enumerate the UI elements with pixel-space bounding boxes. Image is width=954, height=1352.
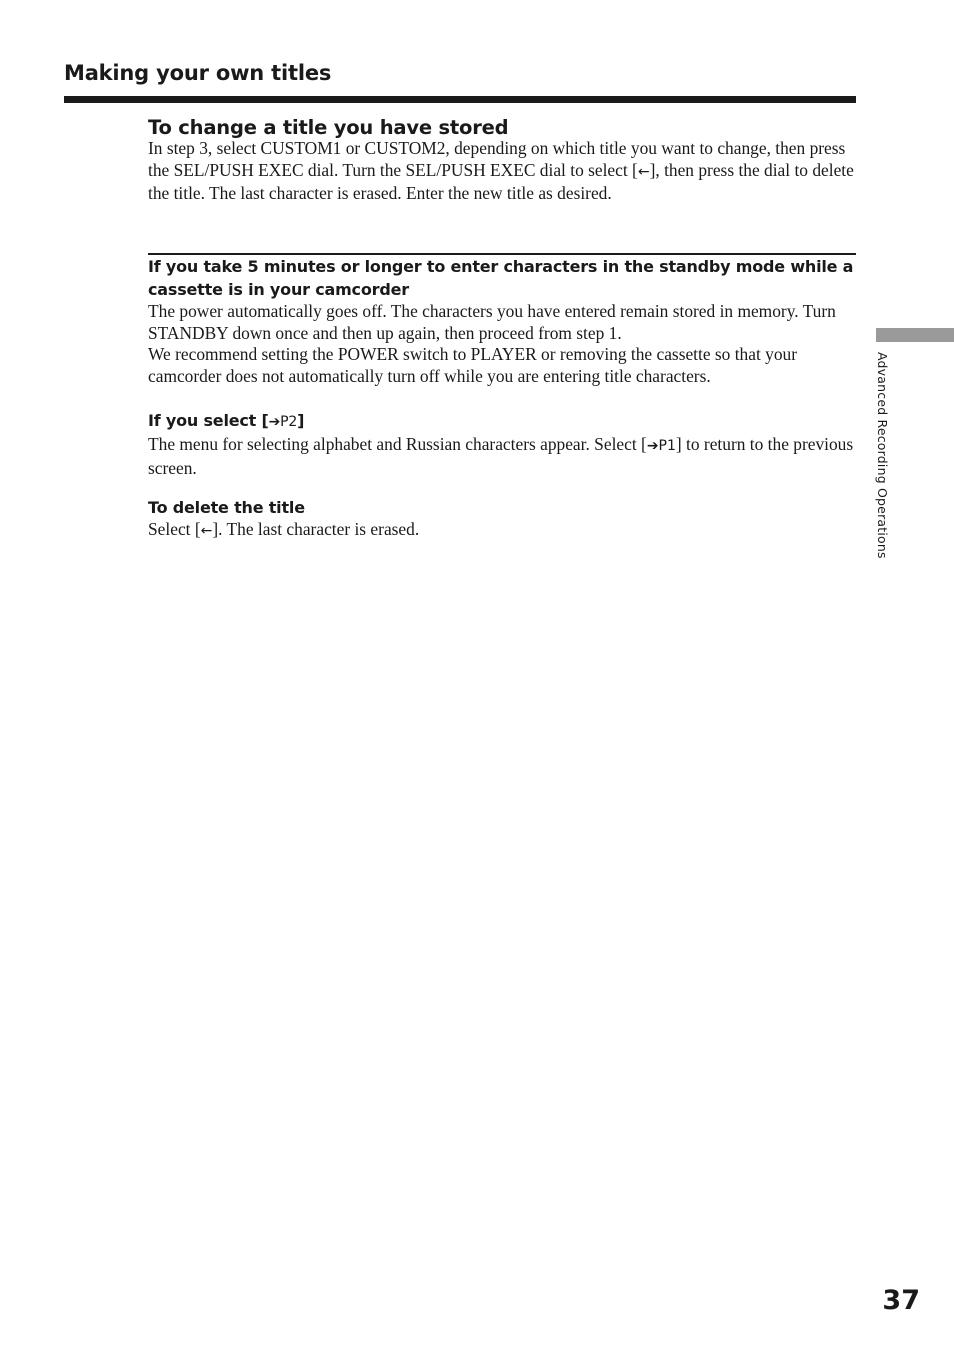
page-number: 37 xyxy=(882,1285,920,1316)
side-tab-marker xyxy=(876,328,954,342)
standby-note-heading: If you take 5 minutes or longer to enter characters in the standby mode while a cassette is in your camcorder xyxy=(148,257,854,299)
delete-title-paragraph xyxy=(148,519,856,543)
standby-note-section xyxy=(148,255,856,388)
delete-title-section xyxy=(148,496,856,543)
select-p2-text-2: ] to return to the previous screen. xyxy=(148,434,854,478)
back-arrow-icon: ← xyxy=(200,523,213,539)
select-p2-heading-post: ] xyxy=(297,411,305,430)
standby-note-paragraph: The power automatically goes off. The characters you have entered remain stored in memory. Turn STANDBY down once and then up again, then proceed from step 1. xyxy=(148,301,836,343)
change-stored-paragraph xyxy=(148,138,856,205)
select-p2-section xyxy=(148,409,856,479)
select-p2-heading xyxy=(148,409,856,434)
section-title-rule xyxy=(64,96,856,103)
change-stored-text-2: ], then press the dial to delete the title. The last character is erased. Enter the new title as desired. xyxy=(148,159,854,204)
select-p2-heading-pre: If you select [ xyxy=(148,411,269,430)
delete-title-text-1: Select [ xyxy=(148,519,201,539)
back-arrow-icon: ← xyxy=(637,163,650,180)
arrow-p2-icon: ➔P2 xyxy=(268,414,298,430)
delete-title-text-2: ]. The last character is erased. xyxy=(212,519,420,539)
change-stored-text-1: In step 3, select CUSTOM1 or CUSTOM2, depending on which title you want to change, then press the SEL/PUSH EXEC dial. Turn the SEL/PUSH EXEC dial to select [ xyxy=(148,138,846,180)
select-p2-text-1: The menu for selecting alphabet and Russian characters appear. Select [ xyxy=(148,434,647,454)
standby-note-recommendation: We recommend setting the POWER switch to PLAYER or removing the cassette so that your camcorder does not automatically turn off while you are entering title characters. xyxy=(148,344,798,387)
change-stored-heading: To change a title you have stored xyxy=(148,116,509,139)
select-p2-paragraph xyxy=(148,434,856,479)
delete-title-heading: To delete the title xyxy=(148,498,305,517)
arrow-p1-icon: ➔P1 xyxy=(646,438,676,454)
change-stored-section xyxy=(148,116,856,205)
section-title: Making your own titles xyxy=(64,61,332,85)
side-tab-label: Advanced Recording Operations xyxy=(875,352,890,559)
